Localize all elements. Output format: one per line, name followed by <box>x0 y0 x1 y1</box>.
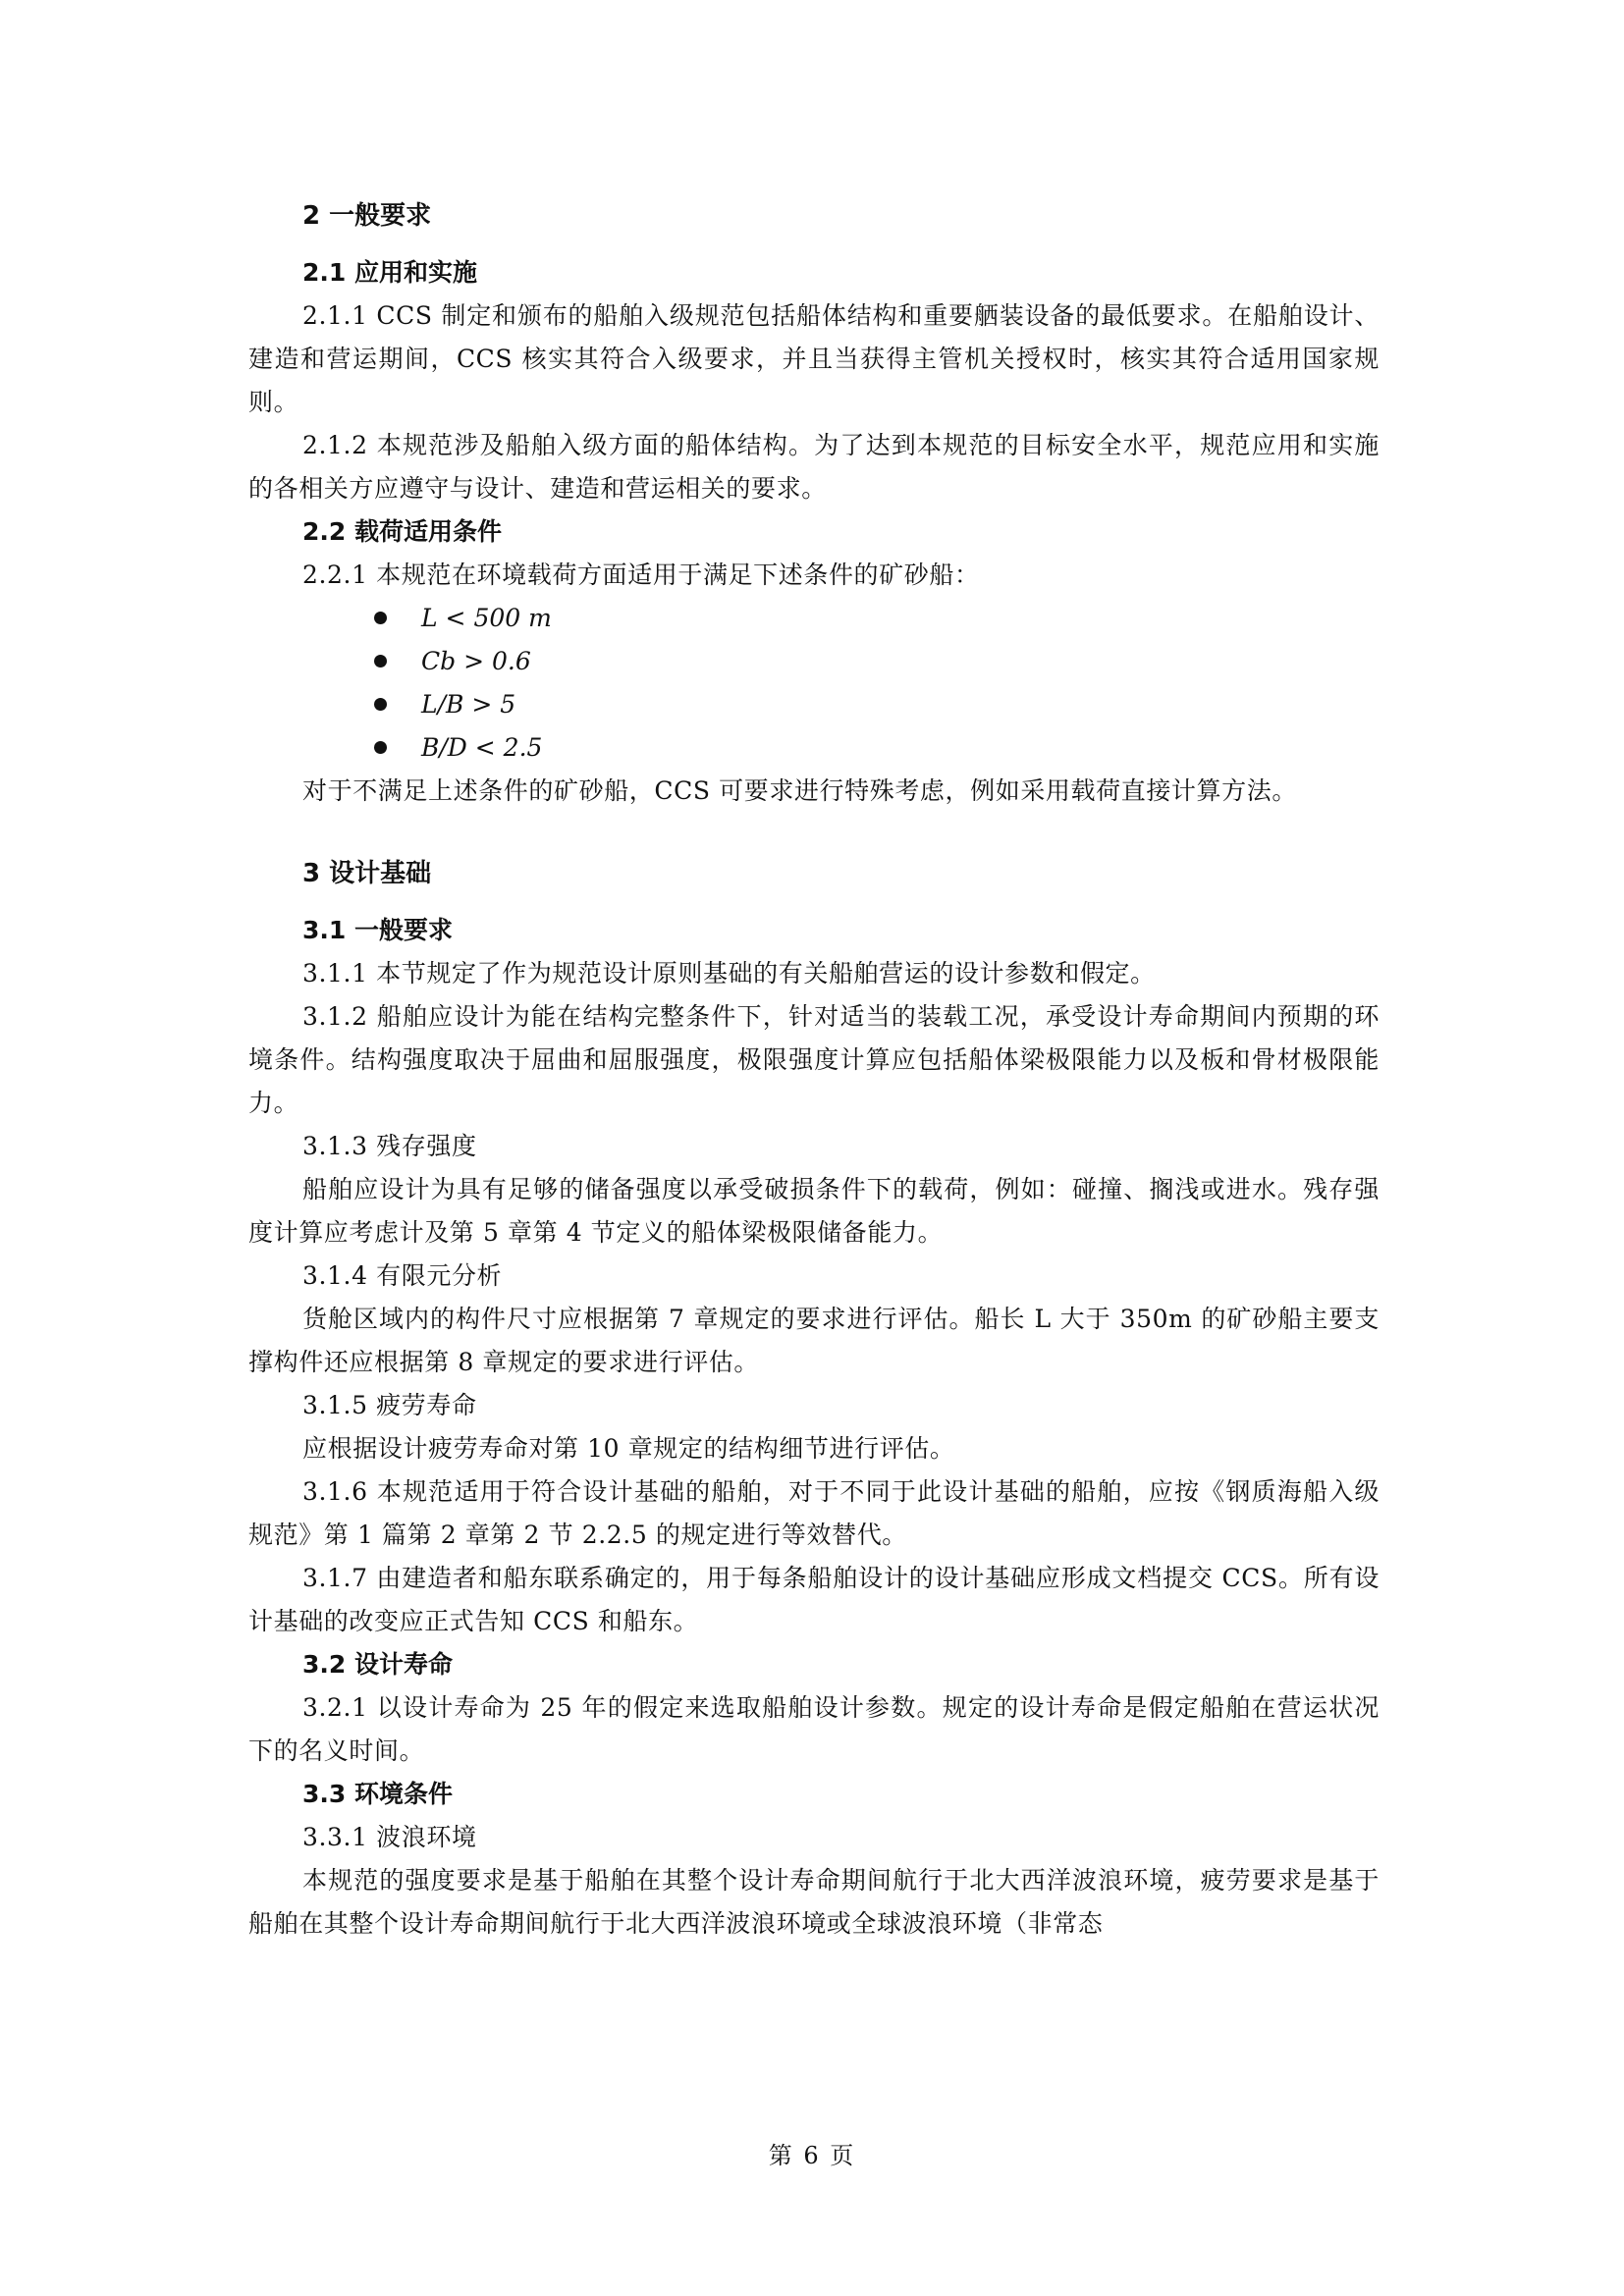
paragraph-3-1-5: 应根据设计疲劳寿命对第 10 章规定的结构细节进行评估。 <box>302 1434 955 1463</box>
bullet-icon <box>374 612 387 624</box>
list-item <box>248 726 1380 770</box>
bullet-icon <box>374 741 387 754</box>
paragraph-2-1-2: 2.1.2 本规范涉及船舶入级方面的船体结构。为了达到本规范的目标安全水平，规范应用和实施的各相关方应遵守与设计、建造和营运相关的要求。 <box>248 431 1380 503</box>
paragraph-3-1-2: 3.1.2 船舶应设计为能在结构完整条件下，针对适当的装载工况，承受设计寿命期间内预期的环境条件。结构强度取决于屈曲和屈服强度，极限强度计算应包括船体梁极限能力以及板和骨材极限能力。 <box>248 1002 1380 1117</box>
conditions-list <box>248 597 1380 770</box>
section-2-2-heading: 2.2 载荷适用条件 <box>302 517 502 546</box>
paragraph-3-1-3: 船舶应设计为具有足够的储备强度以承受破损条件下的载荷，例如：碰撞、搁浅或进水。残存强度计算应考虑计及第 5 章第 4 节定义的船体梁极限储备能力。 <box>248 1175 1380 1247</box>
subheading-3-1-5: 3.1.5 疲劳寿命 <box>302 1391 477 1419</box>
bullet-icon <box>374 698 387 711</box>
page-number: 第 6 页 <box>768 2142 856 2169</box>
list-item <box>248 683 1380 726</box>
paragraph-2-2-note: 对于不满足上述条件的矿砂船，CCS 可要求进行特殊考虑，例如采用载荷直接计算方法。 <box>302 776 1297 805</box>
condition-text: L/B > 5 <box>421 690 516 719</box>
condition-text: B/D < 2.5 <box>421 733 543 762</box>
paragraph-2-2-1: 2.2.1 本规范在环境载荷方面适用于满足下述条件的矿砂船： <box>302 561 980 589</box>
section-2-heading: 2 一般要求 <box>302 201 432 231</box>
paragraph-3-2-1: 3.2.1 以设计寿命为 25 年的假定来选取船舶设计参数。规定的设计寿命是假定船舶在营运状况下的名义时间。 <box>248 1693 1380 1765</box>
section-3-2-heading: 3.2 设计寿命 <box>302 1650 453 1679</box>
paragraph-3-1-6: 3.1.6 本规范适用于符合设计基础的船舶，对于不同于此设计基础的船舶，应按《钢质海船入级规范》第 1 篇第 2 章第 2 节 2.2.5 的规定进行等效替代。 <box>248 1477 1380 1549</box>
paragraph-3-1-7: 3.1.7 由建造者和船东联系确定的，用于每条船舶设计的设计基础应形成文档提交 CCS。所有设计基础的改变应正式告知 CCS 和船东。 <box>248 1564 1380 1635</box>
condition-text: Cb > 0.6 <box>421 647 531 675</box>
subheading-3-1-4: 3.1.4 有限元分析 <box>302 1261 503 1290</box>
paragraph-3-1-4: 货舱区域内的构件尺寸应根据第 7 章规定的要求进行评估。船长 L 大于 350m 的矿砂船主要支撑构件还应根据第 8 章规定的要求进行评估。 <box>248 1305 1380 1376</box>
paragraph-3-3-1: 本规范的强度要求是基于船舶在其整个设计寿命期间航行于北大西洋波浪环境，疲劳要求是基于船舶在其整个设计寿命期间航行于北大西洋波浪环境或全球波浪环境（非常态 <box>248 1866 1380 1938</box>
section-2-1-heading: 2.1 应用和实施 <box>302 258 477 287</box>
list-item <box>248 640 1380 683</box>
paragraph-3-1-1: 3.1.1 本节规定了作为规范设计原则基础的有关船舶营运的设计参数和假定。 <box>302 959 1156 988</box>
subheading-3-3-1: 3.3.1 波浪环境 <box>302 1823 477 1851</box>
document-body <box>248 194 1380 1946</box>
section-3-heading: 3 设计基础 <box>302 859 432 888</box>
condition-text: L < 500 m <box>421 604 552 632</box>
subheading-3-1-3: 3.1.3 残存强度 <box>302 1132 477 1160</box>
paragraph-2-1-1: 2.1.1 CCS 制定和颁布的船舶入级规范包括船体结构和重要舾装设备的最低要求。在船舶设计、建造和营运期间，CCS 核实其符合入级要求，并且当获得主管机关授权时，核实其符合适用国家规则。 <box>248 301 1380 416</box>
bullet-icon <box>374 655 387 667</box>
list-item <box>248 597 1380 640</box>
section-3-1-heading: 3.1 一般要求 <box>302 916 453 944</box>
section-3-3-heading: 3.3 环境条件 <box>302 1780 453 1808</box>
